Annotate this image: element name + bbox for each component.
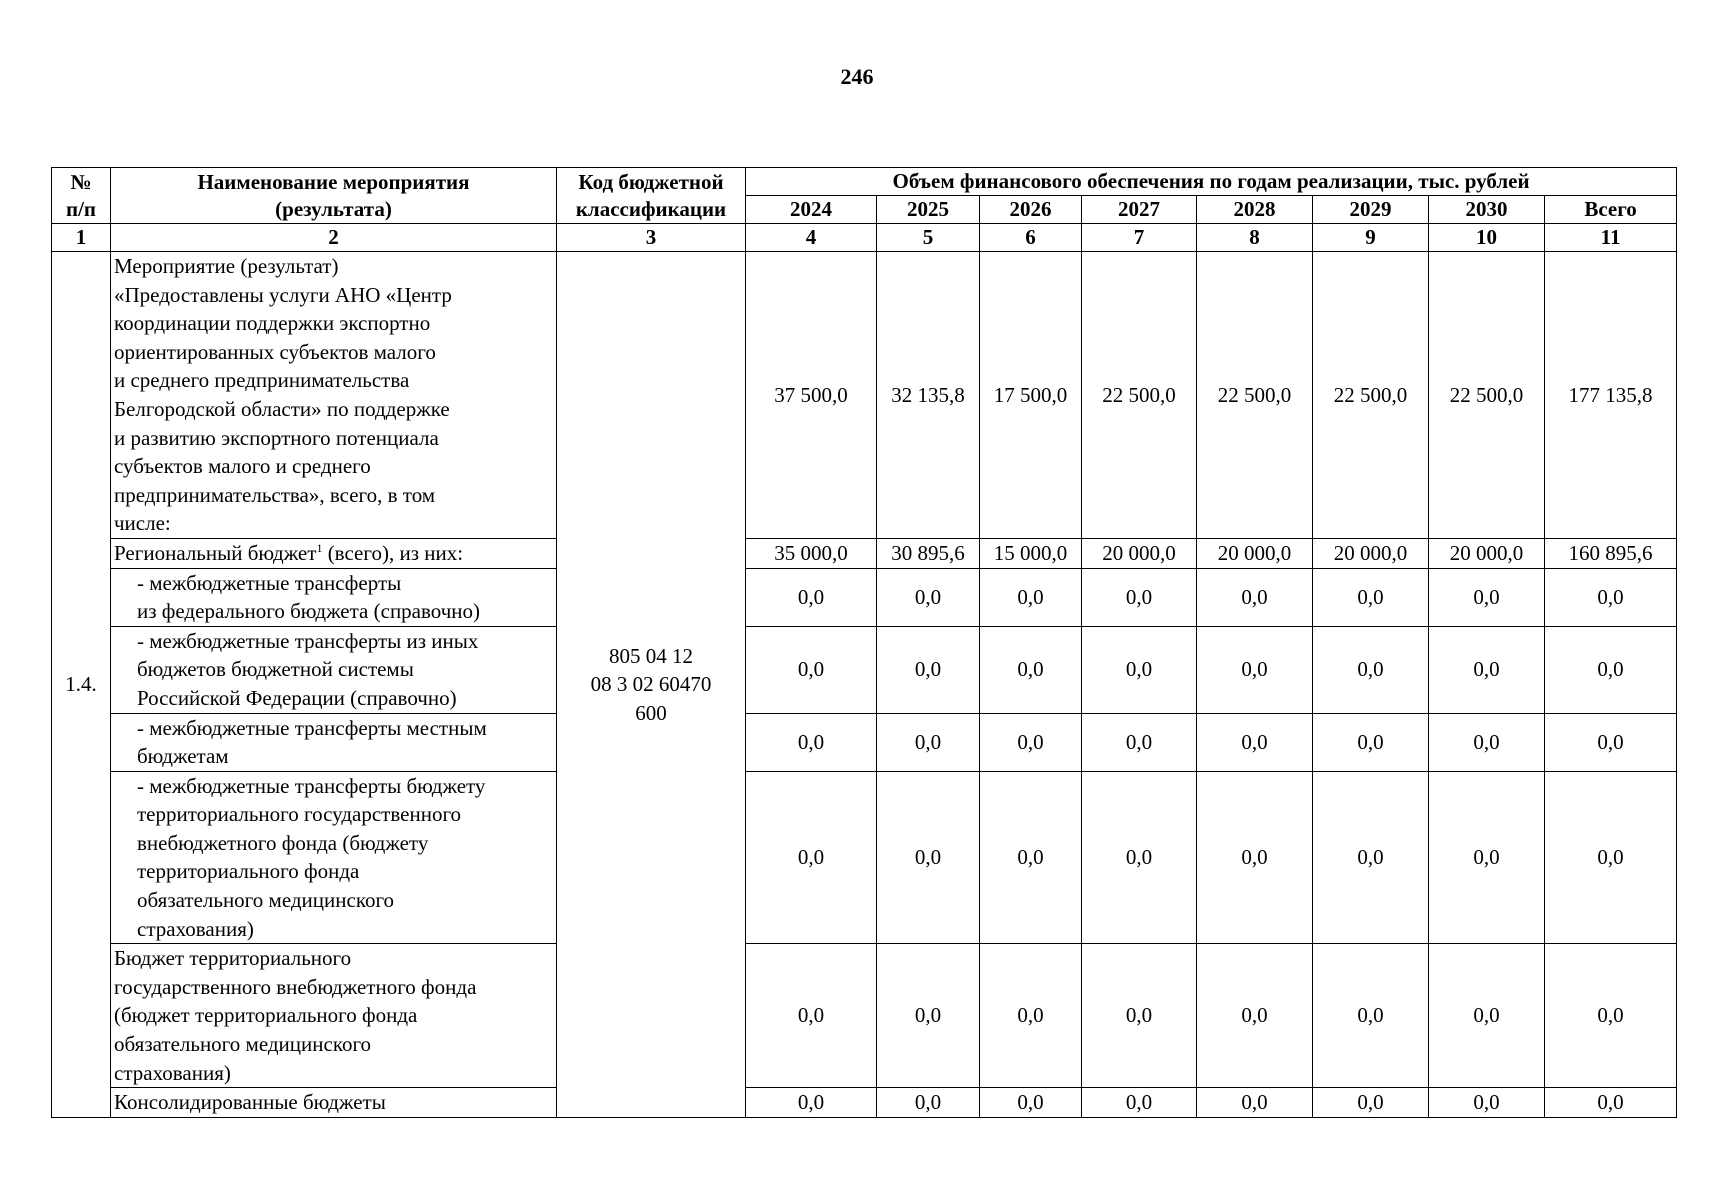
row-name-line: Бюджет территориального [114,946,352,971]
budget-code-line: 08 3 02 60470 [590,672,712,697]
financing-table [51,167,1677,1118]
value-cell: 0,0 [746,771,877,944]
value-cell: 0,0 [1082,1088,1197,1118]
value-cell: 0,0 [746,626,877,713]
row-name [111,568,557,626]
table-row [52,944,1677,1088]
value-cell: 0,0 [1429,713,1545,771]
header-row-top [52,168,1677,196]
page-number: 246 [840,64,874,89]
item-number: 1.4. [52,252,111,1118]
value-cell: 0,0 [746,1088,877,1118]
table-row [52,771,1677,944]
value-cell: 22 500,0 [1197,252,1313,539]
budget-code [557,252,746,1118]
value-cell: 0,0 [1313,626,1429,713]
value-cell: 0,0 [980,1088,1082,1118]
row-name [111,626,557,713]
value-cell: 32 135,8 [877,252,980,539]
value-cell: 0,0 [1197,626,1313,713]
row-name [111,1088,557,1118]
row-name-line: обязательного медицинского [137,888,395,913]
value-cell: 0,0 [1197,713,1313,771]
header-year: 2025 [877,196,980,224]
value-cell: 0,0 [1197,944,1313,1088]
value-cell: 0,0 [746,713,877,771]
table-row [52,1088,1677,1118]
value-cell: 0,0 [877,944,980,1088]
row-name-line: обязательного медицинского [114,1032,372,1057]
header-year: 2026 [980,196,1082,224]
table-row [52,568,1677,626]
value-cell: 0,0 [980,944,1082,1088]
column-index: 2 [111,224,557,252]
value-cell: 0,0 [1429,944,1545,1088]
header-number [52,168,111,224]
value-cell: 0,0 [1313,771,1429,944]
total-cell: 0,0 [1545,626,1677,713]
header-year: 2028 [1197,196,1313,224]
row-name-line: - межбюджетные трансферты [137,570,402,595]
value-cell: 0,0 [877,568,980,626]
value-cell: 0,0 [980,713,1082,771]
value-cell: 0,0 [980,568,1082,626]
row-name-line: - межбюджетные трансферты из иных [137,628,479,653]
row-name-text: (всего), из них: [322,540,464,565]
row-name-line: ориентированных субъектов малого [114,339,436,364]
column-index: 10 [1429,224,1545,252]
row-name-line: внебюджетного фонда (бюджету [137,830,429,855]
value-cell: 0,0 [1197,1088,1313,1118]
row-name-line: страхования) [114,1060,231,1085]
value-cell: 0,0 [877,1088,980,1118]
column-index: 9 [1313,224,1429,252]
value-cell: 0,0 [1429,1088,1545,1118]
value-cell: 17 500,0 [980,252,1082,539]
value-cell: 22 500,0 [1082,252,1197,539]
value-cell: 20 000,0 [1313,538,1429,568]
value-cell: 0,0 [1082,626,1197,713]
column-index: 11 [1545,224,1677,252]
value-cell: 0,0 [1082,568,1197,626]
row-name [111,944,557,1088]
header-row-index [52,224,1677,252]
value-cell: 0,0 [1313,568,1429,626]
column-index: 4 [746,224,877,252]
row-name-line: Российской Федерации (справочно) [137,685,457,710]
value-cell: 0,0 [877,771,980,944]
column-index: 3 [557,224,746,252]
header-name-line-1: Наименование мероприятия [197,169,470,194]
column-index: 6 [980,224,1082,252]
row-name-text: Региональный бюджет [114,540,317,565]
total-cell: 160 895,6 [1545,538,1677,568]
row-name-line: бюджетам [137,744,229,769]
value-cell: 35 000,0 [746,538,877,568]
header-volume: Объем финансового обеспечения по годам реализации, тыс. рублей [746,168,1677,196]
header-code-line-1: Код бюджетной [578,169,724,194]
value-cell: 15 000,0 [980,538,1082,568]
row-name-line: бюджетов бюджетной системы [137,657,414,682]
row-name-line: субъектов малого и среднего [114,454,371,479]
value-cell: 20 000,0 [1197,538,1313,568]
row-name-line: территориального фонда [137,859,360,884]
row-name-line: «Предоставлены услуги АНО «Центр [114,282,452,307]
row-name [111,252,557,539]
value-cell: 0,0 [980,771,1082,944]
value-cell: 30 895,6 [877,538,980,568]
column-index: 1 [52,224,111,252]
header-year: 2024 [746,196,877,224]
total-cell: 0,0 [1545,771,1677,944]
row-name [111,713,557,771]
row-name-line: - межбюджетные трансферты бюджету [137,773,486,798]
budget-code-line: 600 [635,700,667,725]
row-name [111,771,557,944]
table-row [52,713,1677,771]
header-code [557,168,746,224]
column-index: 7 [1082,224,1197,252]
value-cell: 20 000,0 [1429,538,1545,568]
header-year: 2029 [1313,196,1429,224]
value-cell: 0,0 [1082,713,1197,771]
total-cell: 0,0 [1545,944,1677,1088]
value-cell: 0,0 [746,568,877,626]
row-name-line: числе: [114,511,171,536]
row-name-line: государственного внебюджетного фонда [114,974,477,999]
table-row [52,626,1677,713]
table-row [52,252,1677,539]
header-year: 2030 [1429,196,1545,224]
value-cell: 0,0 [1313,944,1429,1088]
header-name-line-2: (результата) [275,196,392,221]
row-name-line: - межбюджетные трансферты местным [137,715,487,740]
table-row [52,538,1677,568]
row-name-line: (бюджет территориального фонда [114,1003,418,1028]
total-cell: 0,0 [1545,713,1677,771]
value-cell: 0,0 [980,626,1082,713]
header-number-line-2: п/п [65,196,97,221]
column-index: 5 [877,224,980,252]
value-cell: 0,0 [1082,944,1197,1088]
header-name [111,168,557,224]
total-cell: 0,0 [1545,1088,1677,1118]
value-cell: 22 500,0 [1429,252,1545,539]
value-cell: 0,0 [746,944,877,1088]
value-cell: 22 500,0 [1313,252,1429,539]
row-name-line: Консолидированные бюджеты [114,1090,386,1115]
header-total: Всего [1545,196,1677,224]
value-cell: 0,0 [1313,1088,1429,1118]
value-cell: 0,0 [1429,568,1545,626]
row-name-line: из федерального бюджета (справочно) [137,599,481,624]
row-name-line: Мероприятие (результат) [114,254,339,278]
total-cell: 0,0 [1545,568,1677,626]
header-number-line-1: № [70,169,92,194]
value-cell: 0,0 [1197,568,1313,626]
row-name-line: Белгородской области» по поддержке [114,396,450,421]
row-name-line: и среднего предпринимательства [114,368,410,393]
row-name-line: координации поддержки экспортно [114,311,431,336]
value-cell: 20 000,0 [1082,538,1197,568]
budget-code-line: 805 04 12 [609,643,693,668]
row-name [111,538,557,568]
header-code-line-2: классификации [575,196,727,221]
footnote-mark: 1 [316,540,323,555]
value-cell: 0,0 [877,713,980,771]
value-cell: 37 500,0 [746,252,877,539]
column-index: 8 [1197,224,1313,252]
value-cell: 0,0 [1197,771,1313,944]
value-cell: 0,0 [1429,626,1545,713]
row-name-line: страхования) [137,916,254,941]
header-year: 2027 [1082,196,1197,224]
total-cell: 177 135,8 [1545,252,1677,539]
row-name-line: территориального государственного [137,802,462,827]
row-name-line: предпринимательства», всего, в том [114,482,436,507]
row-name-line: и развитию экспортного потенциала [114,425,439,450]
value-cell: 0,0 [1429,771,1545,944]
value-cell: 0,0 [877,626,980,713]
value-cell: 0,0 [1313,713,1429,771]
value-cell: 0,0 [1082,771,1197,944]
